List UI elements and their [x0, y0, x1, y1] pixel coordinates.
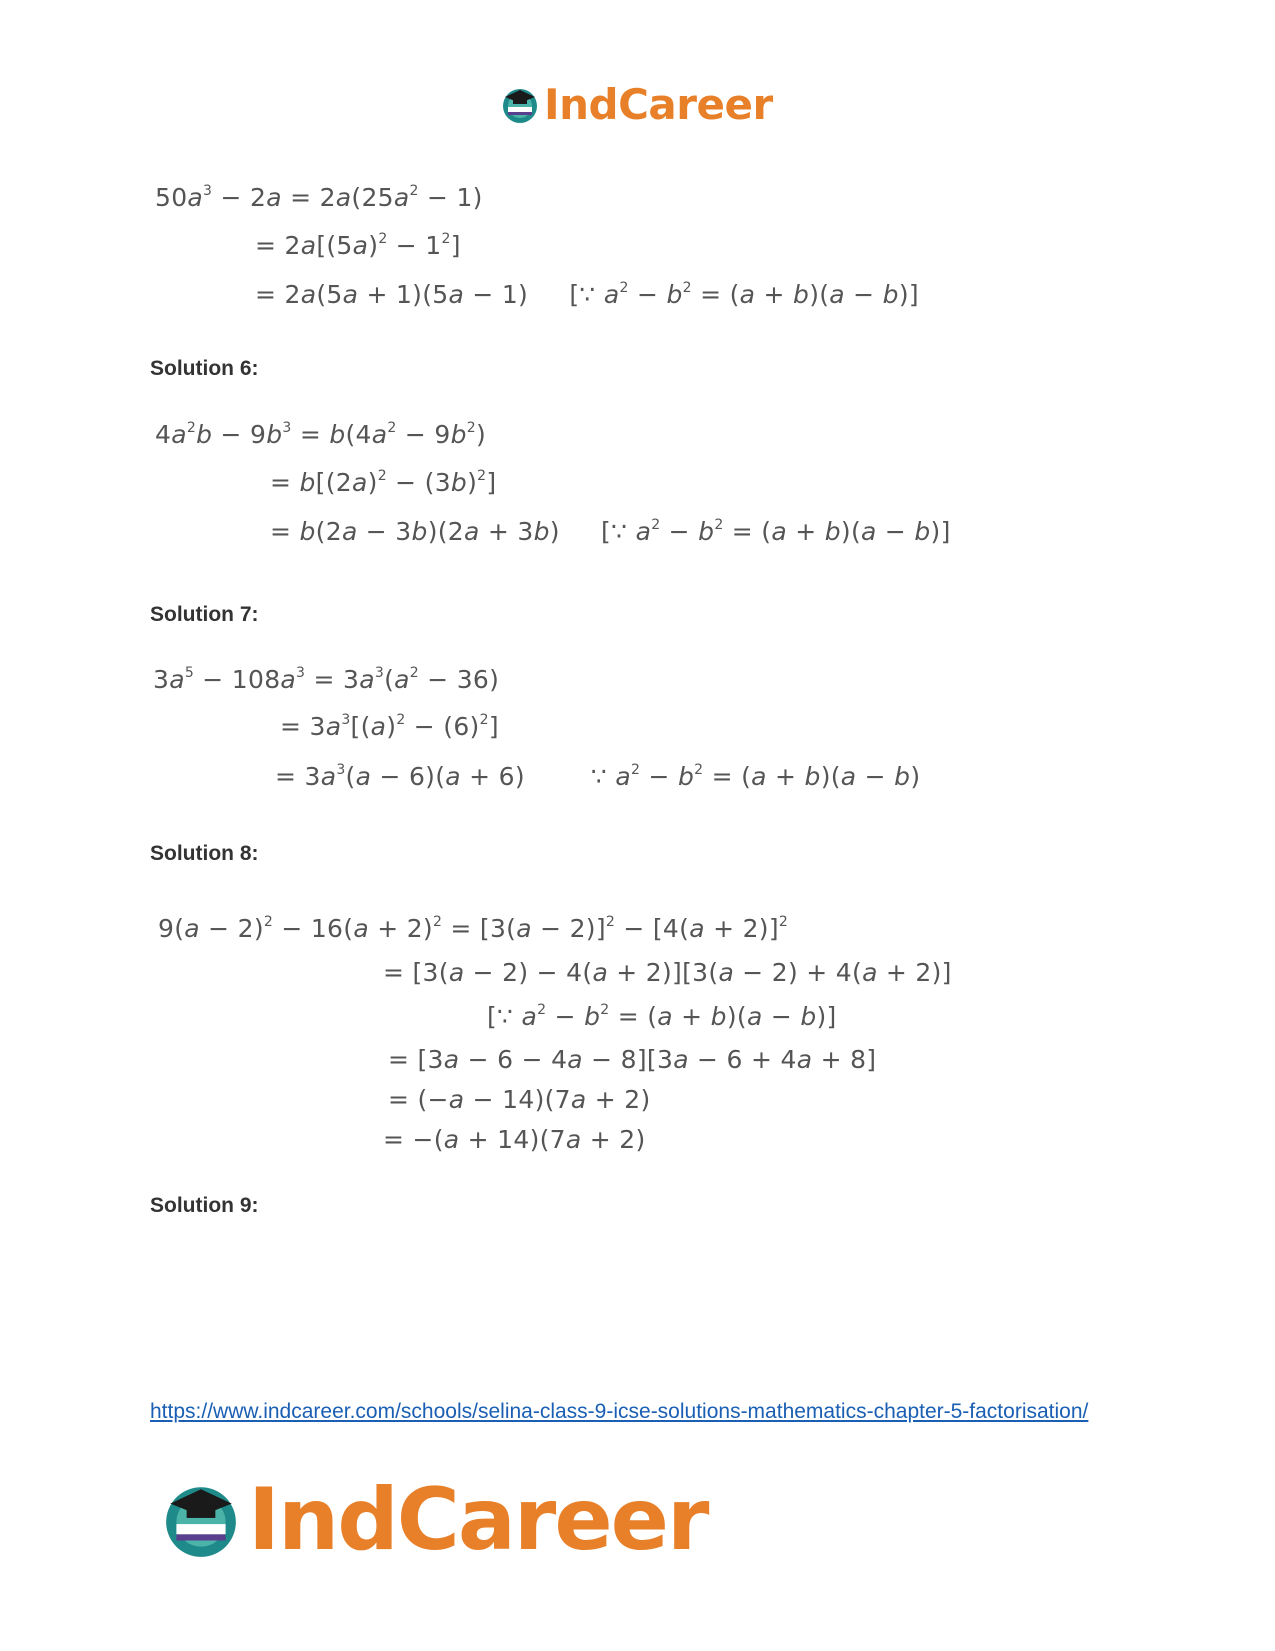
- globe-graduation-cap-icon: [500, 85, 540, 125]
- solution-8-line-3: [∵ $a^2 - b^2 = (a + b)(a - b)$]: [487, 1002, 837, 1031]
- solution-5-line-2: = $2a[(5a)^2 - 1^2]$: [255, 231, 461, 260]
- source-page-link[interactable]: https://www.indcareer.com/schools/selina-class-9-icse-solutions-mathematics-chapter-5-factorisation/: [150, 1400, 1089, 1423]
- solution-7-line-2: = $3a^3[(a)^2 - (6)^2]$: [280, 712, 499, 741]
- globe-graduation-cap-icon: [160, 1479, 242, 1561]
- solution-8-line-4: = [3a − 6 − 4a − 8][3a − 6 + 4a + 8]: [388, 1045, 877, 1074]
- indcareer-logo-bottom: [160, 1470, 707, 1570]
- solution-8-line-5: = (−a − 14)(7a + 2): [388, 1085, 651, 1114]
- solution-7-heading: Solution 7:: [150, 603, 259, 626]
- solution-9-heading: Solution 9:: [150, 1194, 259, 1217]
- solution-6-line-1: $4a^2b - 9b^3 = b(4a^2 - 9b^2)$: [155, 420, 487, 449]
- solution-8-line-2: = [3(a − 2) − 4(a + 2)][3(a − 2) + 4(a + 2)]: [383, 958, 952, 987]
- solution-8-heading: Solution 8:: [150, 842, 259, 865]
- solution-8-line-6: = −(a + 14)(7a + 2): [383, 1125, 646, 1154]
- solution-6-line-3: = b(2a − 3b)(2a + 3b) [∵ $a^2 - b^2 = (a + b)(a - b)$]: [270, 517, 951, 546]
- solution-5-line-3: = 2a(5a + 1)(5a − 1) [∵ $a^2 - b^2 = (a + b)(a - b)$]: [255, 280, 919, 309]
- logo-wordmark: IndCareer: [248, 1470, 708, 1570]
- logo-wordmark: IndCareer: [544, 80, 773, 129]
- solution-6-heading: Solution 6:: [150, 357, 259, 380]
- solution-5-line-1: $50a^3 - 2a = 2a(25a^2 - 1)$: [155, 183, 483, 212]
- indcareer-logo-top: [500, 80, 773, 129]
- solution-6-line-2: = $b[(2a)^2 - (3b)^2]$: [270, 468, 497, 497]
- solution-7-line-1: $3a^5 - 108a^3 = 3a^3(a^2 - 36)$: [153, 665, 500, 694]
- solution-7-line-3: = $3a^3(a - 6)(a + 6)$ ∵ $a^2 - b^2 = (a + b)(a - b)$: [275, 762, 921, 791]
- solution-8-line-1: $9(a - 2)^2 - 16(a + 2)^2 = [3(a - 2)]^2 - [4(a + 2)]^2$: [158, 914, 789, 943]
